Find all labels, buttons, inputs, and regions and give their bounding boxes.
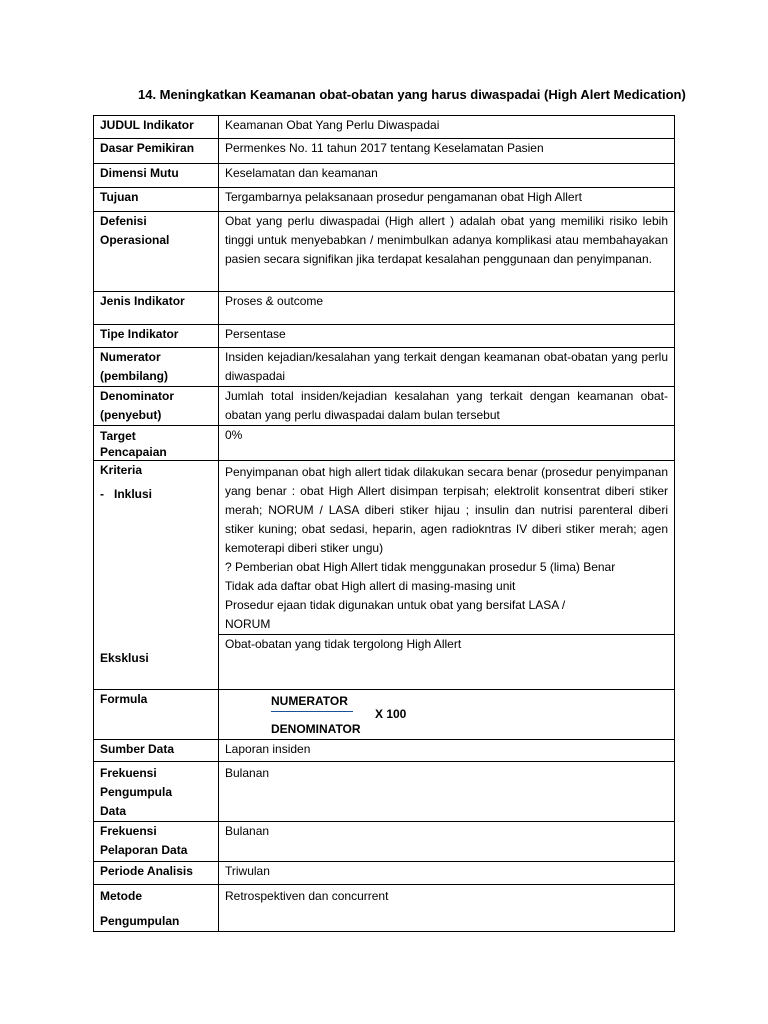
value-sumber: Laporan insiden (219, 740, 675, 762)
value-inklusi (219, 461, 675, 635)
row-sumber (94, 740, 675, 762)
row-kriteria-inklusi (94, 461, 675, 635)
value-numerator: Insiden kejadian/kesalahan yang terkait dengan keamanan obat-obatan yang perlu diwaspadai (219, 348, 675, 387)
label-metode-1: Metode (100, 889, 142, 903)
row-frekuensi-pengumpulan (94, 762, 675, 822)
row-periode (94, 862, 675, 885)
value-denominator: Jumlah total insiden/kejadian kesalahan yang terkait dengan keamanan obat-obatan yang perlu diwaspadai dalam bulan tersebut (219, 387, 675, 426)
label-frek-kumpul-2: Pengumpula (100, 785, 173, 799)
indicator-table (93, 115, 675, 932)
label-frekuensi-pelaporan (94, 822, 219, 862)
inklusi-line-5: NORUM (225, 617, 271, 631)
row-frekuensi-pelaporan (94, 822, 675, 862)
row-denominator (94, 387, 675, 426)
label-frek-kumpul-3: Data (100, 804, 127, 818)
row-tipe (94, 325, 675, 348)
label-periode: Periode Analisis (94, 862, 219, 885)
label-metode-2: Pengumpulan (100, 914, 180, 928)
formula-numerator: NUMERATOR (271, 694, 348, 708)
row-dasar (94, 139, 675, 164)
label-tujuan: Tujuan (94, 188, 219, 212)
row-formula (94, 690, 675, 740)
value-frekuensi-pelaporan: Bulanan (219, 822, 675, 862)
formula-multiplier: X 100 (375, 707, 407, 721)
label-judul: JUDUL Indikator (94, 116, 219, 139)
label-denominator-1: Denominator (100, 389, 175, 403)
label-metode (94, 885, 219, 932)
label-frek-kumpul-1: Frekuensi (100, 766, 157, 780)
value-tujuan: Tergambarnya pelaksanaan prosedur pengamanan obat High Allert (219, 188, 675, 212)
value-tipe: Persentase (219, 325, 675, 348)
label-denominator (94, 387, 219, 426)
row-judul (94, 116, 675, 139)
label-inklusi: - Inklusi (100, 487, 153, 501)
document-title: 14. Meningkatkan Keamanan obat-obatan yang harus diwaspadai (High Alert Medication) (138, 87, 686, 102)
label-defenisi (94, 212, 219, 292)
label-defenisi-1: Defenisi (100, 214, 147, 228)
label-frek-lapor-1: Frekuensi (100, 824, 157, 838)
value-target: 0% (219, 426, 675, 461)
label-dasar: Dasar Pemikiran (94, 139, 219, 164)
value-dasar: Permenkes No. 11 tahun 2017 tentang Keselamatan Pasien (219, 139, 675, 164)
row-dimensi (94, 164, 675, 188)
value-jenis: Proses & outcome (219, 292, 675, 325)
label-numerator-2: (pembilang) (100, 369, 168, 383)
row-numerator (94, 348, 675, 387)
inklusi-line-2: ? Pemberian obat High Allert tidak menggunakan prosedur 5 (lima) Benar (225, 560, 616, 574)
label-target-2: Pencapaian (100, 445, 167, 459)
inklusi-line-4: Prosedur ejaan tidak digunakan untuk obat yang bersifat LASA / (225, 598, 566, 612)
value-eksklusi: Obat-obatan yang tidak tergolong High Allert (219, 635, 675, 690)
row-target (94, 426, 675, 461)
value-frekuensi-pengumpulan: Bulanan (219, 762, 675, 822)
value-metode: Retrospektiven dan concurrent (219, 885, 675, 932)
value-defenisi: Obat yang perlu diwaspadai (High allert ) adalah obat yang memiliki risiko lebih tinggi untuk menyebabkan / menimbulkan adanya komplikasi atau membahayakan pasien secara signifikan jika terdapat kesalahan penggunaan dan penyimpanan. (219, 212, 675, 292)
formula-fraction-line (271, 711, 353, 712)
label-numerator (94, 348, 219, 387)
label-tipe: Tipe Indikator (94, 325, 219, 348)
label-target-1: Target (100, 429, 136, 443)
label-kriteria-title: Kriteria (100, 463, 143, 477)
label-defenisi-2: Operasional (100, 233, 170, 247)
label-frekuensi-pengumpulan (94, 762, 219, 822)
value-judul: Keamanan Obat Yang Perlu Diwaspadai (219, 116, 675, 139)
value-dimensi: Keselamatan dan keamanan (219, 164, 675, 188)
label-eksklusi: Eksklusi (100, 651, 149, 665)
formula-fraction (225, 690, 668, 738)
row-metode (94, 885, 675, 932)
label-numerator-1: Numerator (100, 350, 161, 364)
value-periode: Triwulan (219, 862, 675, 885)
label-frek-lapor-2: Pelaporan Data (100, 843, 188, 857)
label-dimensi: Dimensi Mutu (94, 164, 219, 188)
row-jenis (94, 292, 675, 325)
value-formula (219, 690, 675, 740)
label-formula: Formula (94, 690, 219, 740)
inklusi-paragraph: Penyimpanan obat high allert tidak dilakukan secara benar (prosedur penyimpanan yang benar : obat High Allert disimpan terpisah; elektrolit konsentrat diberi stiker merah; NORUM / LASA diberi stiker hijau ; insulin dan nutrisi parenteral diberi stiker kuning; obat sedasi, heparin, agen radiokntras IV diberi stiker merah; agen kemoterapi diberi stiker ungu) (225, 465, 668, 555)
formula-denominator: DENOMINATOR (271, 722, 361, 736)
label-target (94, 426, 219, 461)
label-jenis: Jenis Indikator (94, 292, 219, 325)
row-tujuan (94, 188, 675, 212)
label-denominator-2: (penyebut) (100, 408, 162, 422)
inklusi-line-3: Tidak ada daftar obat High allert di masing-masing unit (225, 579, 516, 593)
label-kriteria (94, 461, 219, 690)
row-defenisi (94, 212, 675, 292)
label-sumber: Sumber Data (94, 740, 219, 762)
